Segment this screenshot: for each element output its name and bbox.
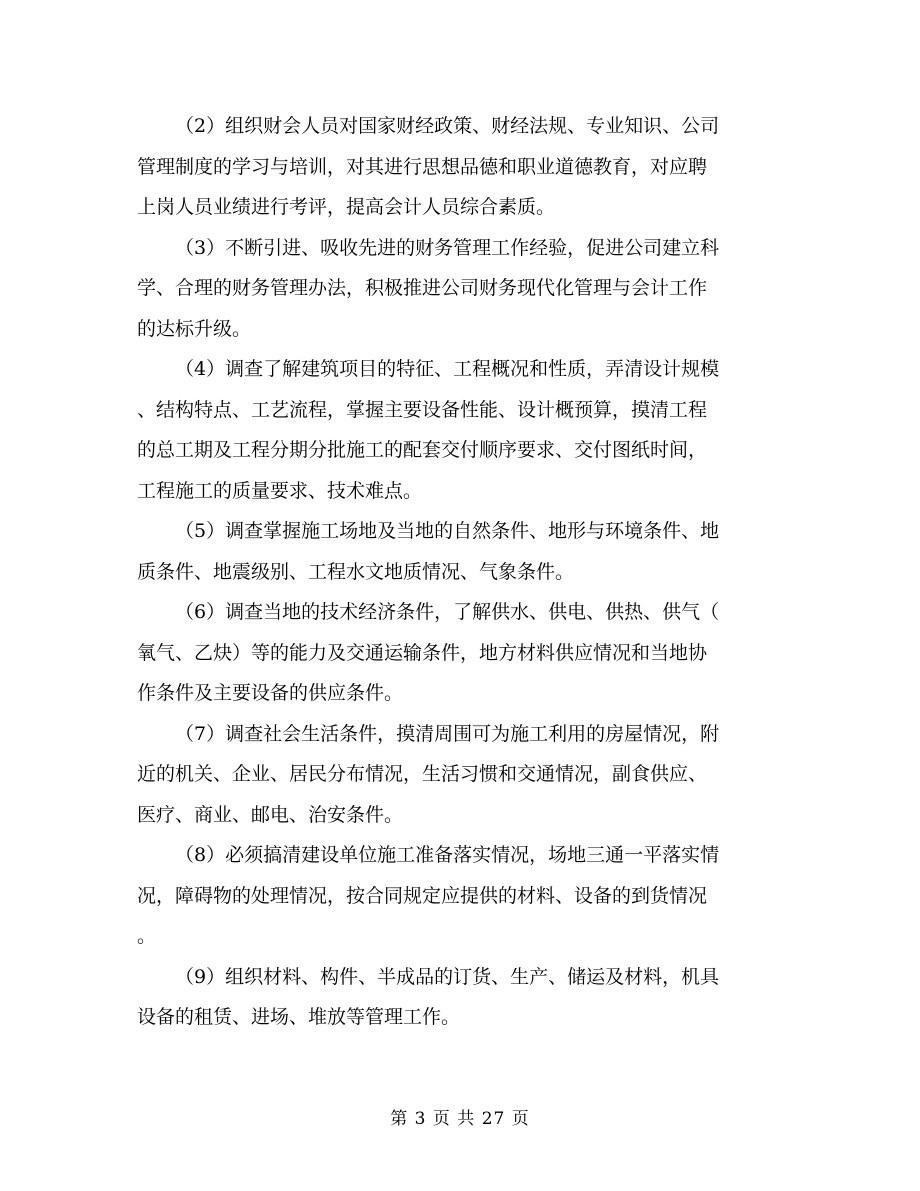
paragraph-line: （5）调查掌握施工场地及当地的自然条件、地形与环境条件、地: [175, 520, 720, 542]
paragraph-line: 作条件及主要设备的供应条件。: [137, 682, 404, 704]
paragraph-9: [137, 957, 787, 1038]
paragraph-line: （7）调查社会生活条件，摸清周围可为施工利用的房屋情况，附: [175, 722, 720, 745]
paragraph-line: 设备的租赁、进场、堆放等管理工作。: [137, 1006, 461, 1028]
paragraph-line: （8）必须搞清建设单位施工准备落实情况，场地三通一平落实情: [175, 844, 720, 866]
paragraph-line: 、结构特点、工艺流程，掌握主要设备性能、设计概预算，摸清工程: [137, 398, 708, 421]
document-body: [137, 106, 787, 1038]
paragraph-line: 近的机关、企业、居民分布情况，生活习惯和交通情况，副食供应、: [137, 763, 708, 785]
paragraph-line: 的总工期及工程分期分批施工的配套交付顺序要求、交付图纸时间，: [137, 439, 708, 461]
paragraph-8: [137, 835, 787, 957]
paragraph-5: [137, 511, 787, 592]
paragraph-line: （6）调查当地的技术经济条件，了解供水、供电、供热、供气（: [175, 601, 720, 623]
paragraph-line: 氧气、乙炔）等的能力及交通运输条件，地方材料供应情况和当地协: [137, 641, 708, 664]
paragraph-line: 上岗人员业绩进行考评，提高会计人员综合素质。: [137, 196, 556, 218]
paragraph-line: （4）调查了解建筑项目的特征、工程概况和性质，弄清设计规模: [175, 358, 720, 380]
paragraph-line: 医疗、商业、邮电、治安条件。: [137, 803, 404, 826]
paragraph-3: [137, 228, 787, 350]
paragraph-line: 。: [137, 925, 157, 947]
page-number-footer: 第 3 页 共 27 页: [390, 1109, 530, 1129]
paragraph-line: 况，障碍物的处理情况，按合同规定应提供的材料、设备的到货情况: [137, 884, 708, 907]
paragraph-7: [137, 714, 787, 836]
paragraph-line: （3）不断引进、吸收先进的财务管理工作经验，促进公司建立科: [175, 236, 720, 259]
paragraph-line: （2）组织财会人员对国家财经政策、财经法规、专业知识、公司: [175, 115, 720, 137]
paragraph-line: 质条件、地震级别、工程水文地质情况、气象条件。: [137, 560, 575, 583]
paragraph-line: 学、合理的财务管理办法，积极推进公司财务现代化管理与会计工作: [137, 277, 708, 299]
paragraph-2: [137, 106, 787, 228]
paragraph-line: （9）组织材料、构件、半成品的订货、生产、储运及材料，机具: [175, 965, 720, 988]
paragraph-line: 工程施工的质量要求、技术难点。: [137, 479, 423, 502]
paragraph-4: [137, 349, 787, 511]
paragraph-line: 管理制度的学习与培训，对其进行思想品德和职业道德教育，对应聘: [137, 155, 708, 178]
paragraph-line: 的达标升级。: [137, 317, 252, 340]
paragraph-6: [137, 592, 787, 714]
